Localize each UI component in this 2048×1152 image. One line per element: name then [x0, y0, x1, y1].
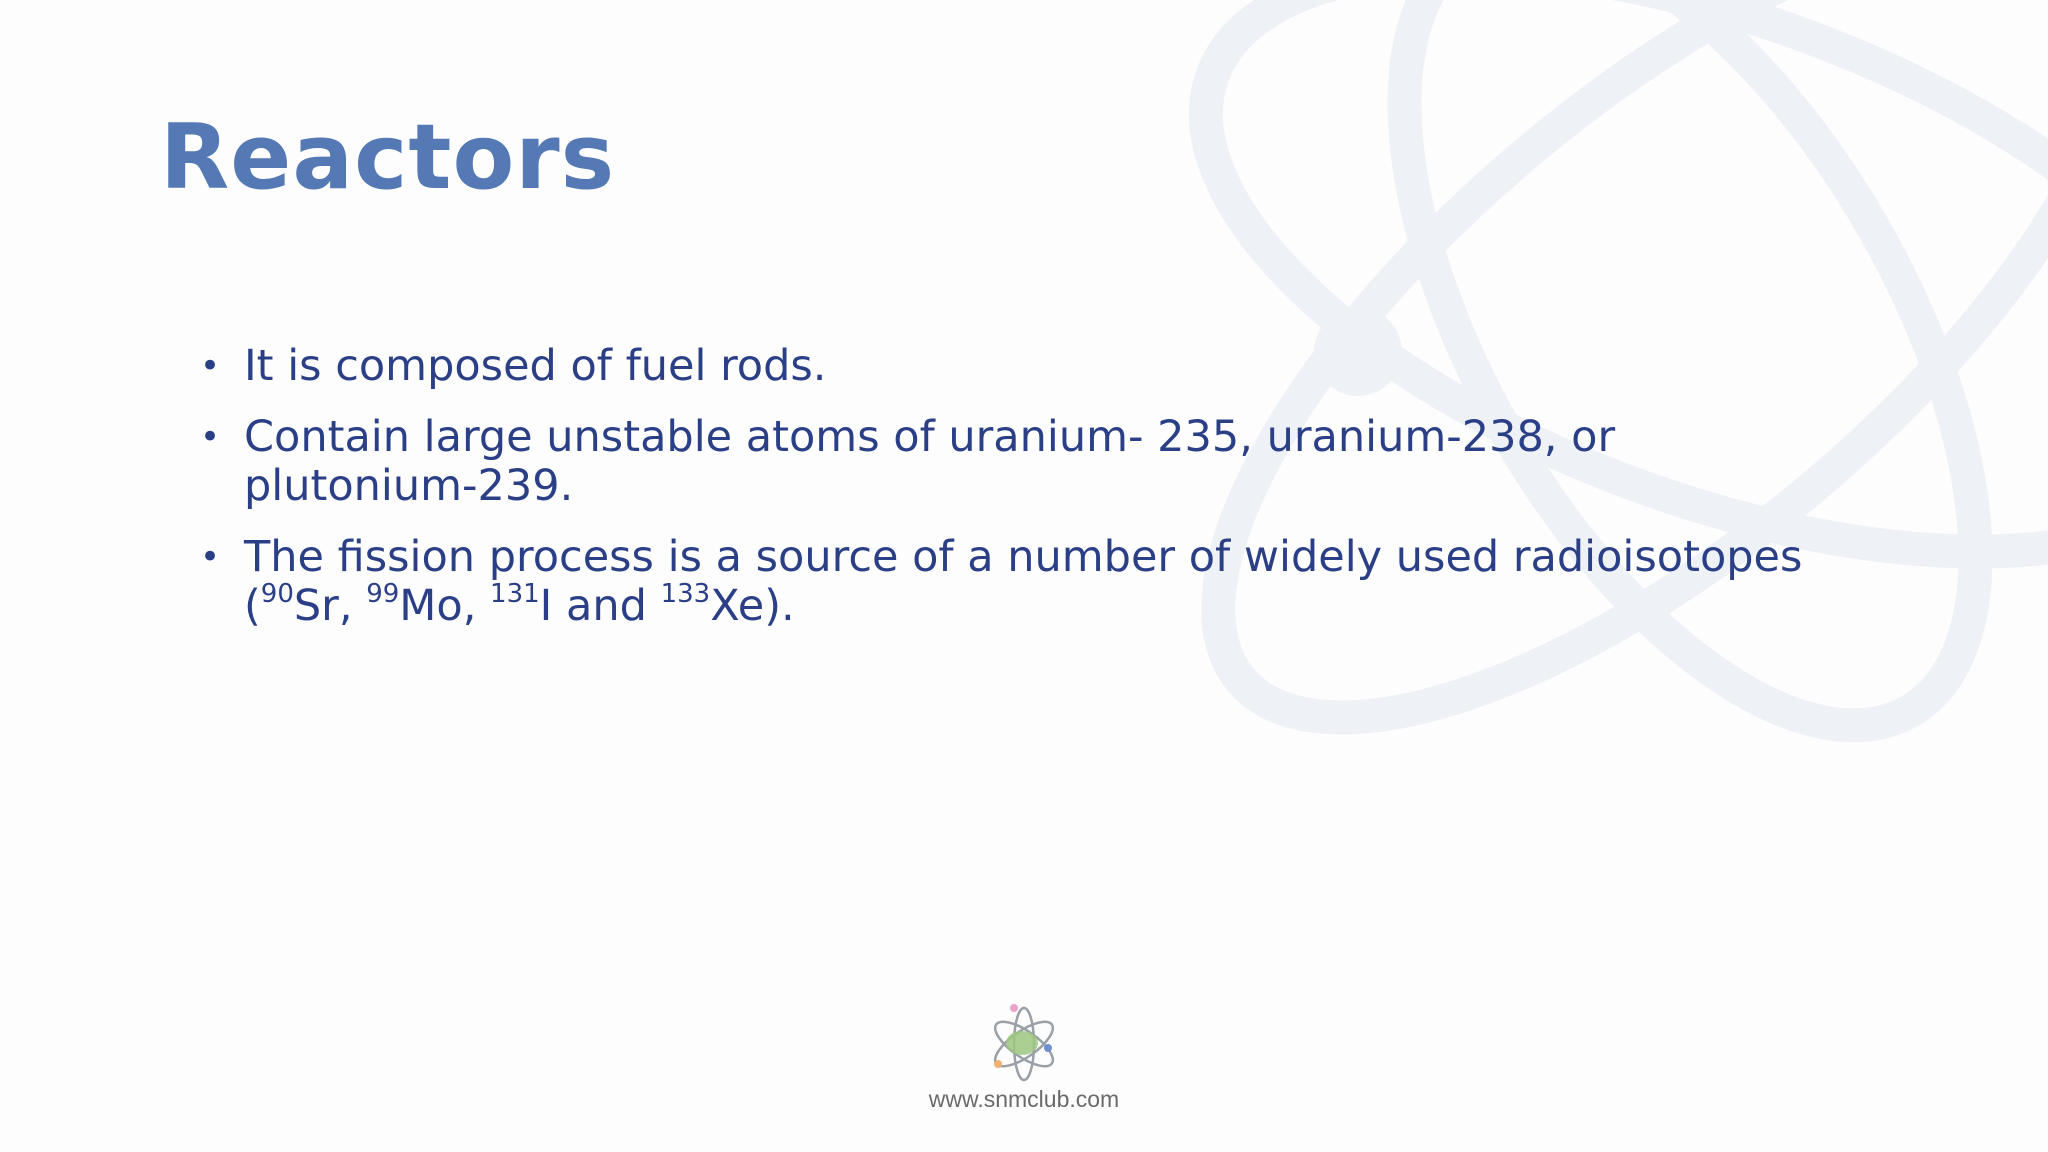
isotope-mass-number: 131 — [490, 579, 540, 609]
bullet-list — [200, 342, 1840, 653]
bullet-item — [200, 342, 1840, 391]
bullet-item — [200, 413, 1840, 511]
isotope-mass-number: 133 — [660, 579, 711, 609]
atom-logo-icon — [984, 1000, 1064, 1088]
footer-url: www.snmclub.com — [928, 1086, 1120, 1112]
bullet-text: I and — [539, 581, 661, 631]
bullet-text: It is composed of fuel rods. — [244, 341, 827, 391]
bullet-text: Xe). — [710, 581, 795, 631]
bullet-marker: • — [200, 537, 221, 577]
isotope-mass-number: 99 — [366, 579, 400, 609]
bullet-text: Sr, — [293, 581, 367, 631]
isotope-mass-number: 90 — [260, 579, 294, 609]
bullet-marker: • — [200, 417, 221, 457]
bullet-text: Mo, — [399, 581, 491, 631]
bullet-text: The fission process is a source of a number of widely used radioisotopes ( — [244, 532, 1803, 631]
bullet-marker: • — [200, 346, 221, 386]
bullet-text: Contain large unstable atoms of uranium- 235, uranium-238, or plutonium-239. — [244, 412, 1616, 511]
slide-title: Reactors — [160, 105, 616, 210]
bullet-item — [200, 533, 1840, 631]
